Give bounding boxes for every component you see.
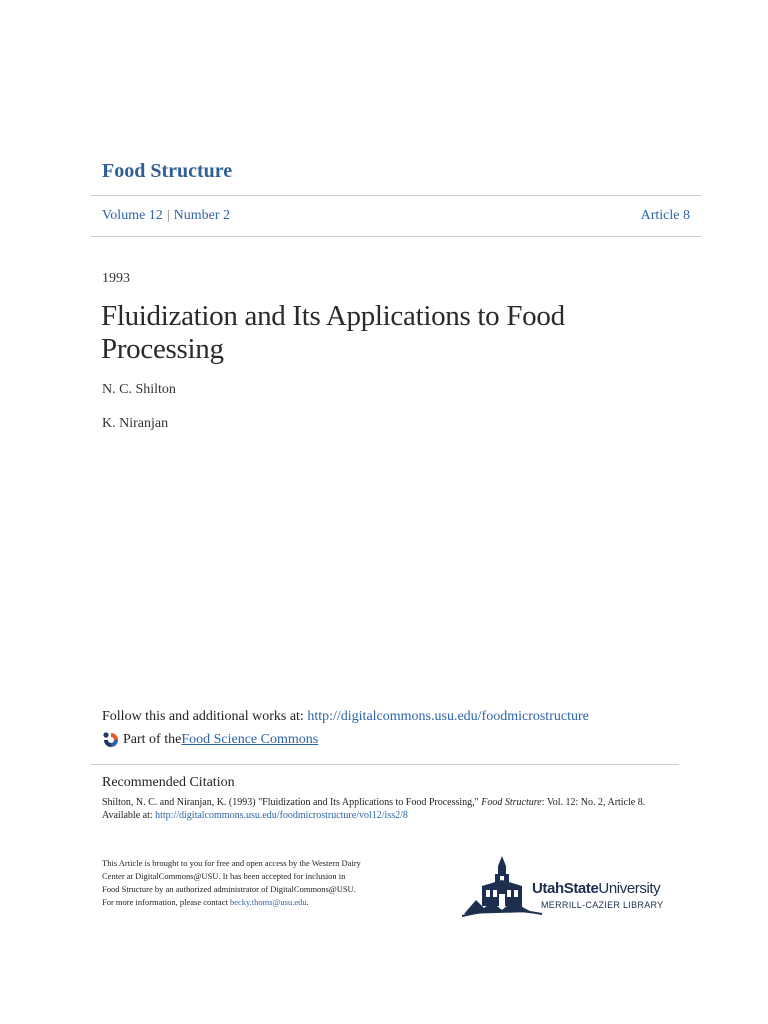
citation-text [102, 796, 702, 822]
contact-label: For more information, please contact [102, 897, 230, 907]
divider [91, 236, 701, 237]
part-of-label: Part of the [123, 732, 182, 747]
university-name [532, 880, 660, 897]
journal-title[interactable]: Food Structure [102, 160, 233, 182]
publication-year: 1993 [102, 271, 130, 286]
citation-volume: : Vol. 12: No. 2, Article 8. [541, 797, 646, 808]
author-name: N. C. Shilton [102, 382, 176, 397]
part-of-line [102, 731, 318, 749]
follow-line [102, 709, 589, 725]
citation-link[interactable]: http://digitalcommons.usu.edu/foodmicrostructure/vol12/iss2/8 [155, 810, 408, 821]
contact-end: . [306, 897, 309, 907]
follow-label: Follow this and additional works at: [102, 709, 308, 724]
divider [91, 764, 679, 765]
issue-bar [102, 208, 690, 224]
library-name: MERRILL-CAZIER LIBRARY [541, 900, 664, 910]
author-name: K. Niranjan [102, 416, 169, 431]
citation-journal: Food Structure [481, 797, 542, 808]
food-science-commons-link[interactable]: Food Science Commons [181, 732, 319, 747]
access-line: This Article is brought to you for free and open access by the Western Dairy [102, 858, 361, 868]
access-line: Food Structure by an authorized administrator of DigitalCommons@USU. [102, 884, 356, 894]
university-name-regular: University [598, 880, 661, 897]
divider [91, 195, 701, 196]
access-notice [102, 857, 402, 909]
issue-info [102, 208, 230, 224]
issue-separator: | [166, 208, 170, 223]
university-name-bold: UtahState [532, 880, 599, 897]
article-link[interactable]: Article 8 [640, 208, 690, 223]
recommended-citation-heading: Recommended Citation [102, 775, 235, 790]
commons-network-icon [102, 731, 120, 749]
available-label: Available at: [102, 810, 156, 821]
number-link[interactable]: Number 2 [173, 208, 231, 223]
contact-email-link[interactable]: becky.thoms@usu.edu [229, 897, 307, 907]
access-line: Center at DigitalCommons@USU. It has been accepted for inclusion in [102, 871, 346, 881]
citation-body: Shilton, N. C. and Niranjan, K. (1993) "Fluidization and Its Applications to Food Processing," [102, 797, 482, 808]
article-title: Fluidization and Its Applications to Food Processing [101, 300, 565, 365]
follow-link[interactable]: http://digitalcommons.usu.edu/foodmicrostructure [307, 709, 589, 724]
volume-link[interactable]: Volume 12 [102, 208, 163, 223]
